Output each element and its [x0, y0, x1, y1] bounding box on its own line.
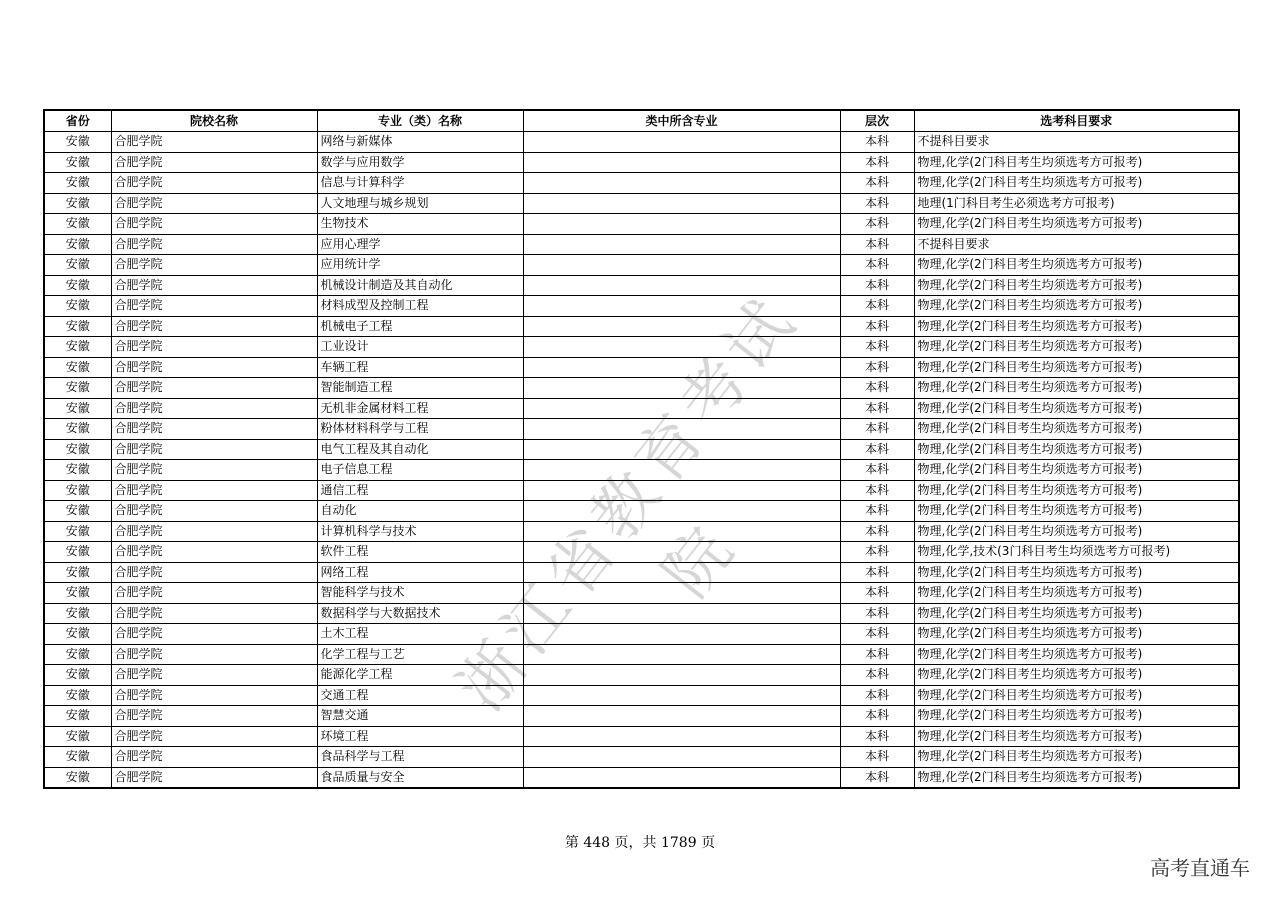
cell-subject-requirements: 物理,化学(2门科目考生均须选考方可报考)	[914, 480, 1239, 501]
cell-province: 安徽	[44, 726, 111, 747]
cell-included-majors	[523, 152, 840, 173]
cell-included-majors	[523, 603, 840, 624]
cell-province: 安徽	[44, 624, 111, 645]
cell-school-name: 合肥学院	[111, 603, 317, 624]
cell-province: 安徽	[44, 480, 111, 501]
cell-school-name: 合肥学院	[111, 583, 317, 604]
cell-school-name: 合肥学院	[111, 767, 317, 788]
cell-province: 安徽	[44, 419, 111, 440]
cell-province: 安徽	[44, 542, 111, 563]
cell-subject-requirements: 物理,化学(2门科目考生均须选考方可报考)	[914, 624, 1239, 645]
cell-level: 本科	[840, 665, 914, 686]
table-row	[44, 398, 1239, 419]
table-header-row	[44, 110, 1239, 132]
cell-subject-requirements: 物理,化学(2门科目考生均须选考方可报考)	[914, 398, 1239, 419]
cell-subject-requirements: 物理,化学(2门科目考生均须选考方可报考)	[914, 214, 1239, 235]
cell-level: 本科	[840, 357, 914, 378]
cell-province: 安徽	[44, 398, 111, 419]
cell-level: 本科	[840, 214, 914, 235]
cell-included-majors	[523, 275, 840, 296]
cell-province: 安徽	[44, 501, 111, 522]
cell-school-name: 合肥学院	[111, 542, 317, 563]
cell-province: 安徽	[44, 562, 111, 583]
table-row	[44, 665, 1239, 686]
cell-included-majors	[523, 419, 840, 440]
cell-major-name: 网络与新媒体	[317, 132, 523, 153]
cell-subject-requirements: 物理,化学(2门科目考生均须选考方可报考)	[914, 747, 1239, 768]
cell-province: 安徽	[44, 275, 111, 296]
cell-school-name: 合肥学院	[111, 562, 317, 583]
header-school-name: 院校名称	[111, 110, 317, 132]
table-row	[44, 685, 1239, 706]
cell-included-majors	[523, 337, 840, 358]
cell-level: 本科	[840, 583, 914, 604]
cell-school-name: 合肥学院	[111, 706, 317, 727]
cell-school-name: 合肥学院	[111, 521, 317, 542]
cell-school-name: 合肥学院	[111, 255, 317, 276]
header-level: 层次	[840, 110, 914, 132]
table-row	[44, 542, 1239, 563]
cell-level: 本科	[840, 767, 914, 788]
cell-included-majors	[523, 665, 840, 686]
cell-province: 安徽	[44, 316, 111, 337]
cell-school-name: 合肥学院	[111, 337, 317, 358]
cell-level: 本科	[840, 255, 914, 276]
cell-province: 安徽	[44, 747, 111, 768]
table-row	[44, 152, 1239, 173]
cell-included-majors	[523, 193, 840, 214]
cell-included-majors	[523, 378, 840, 399]
cell-subject-requirements: 物理,化学(2门科目考生均须选考方可报考)	[914, 726, 1239, 747]
cell-subject-requirements: 物理,化学(2门科目考生均须选考方可报考)	[914, 521, 1239, 542]
cell-major-name: 软件工程	[317, 542, 523, 563]
table-row	[44, 378, 1239, 399]
cell-major-name: 机械设计制造及其自动化	[317, 275, 523, 296]
table-row	[44, 603, 1239, 624]
cell-subject-requirements: 物理,化学(2门科目考生均须选考方可报考)	[914, 501, 1239, 522]
table-row	[44, 193, 1239, 214]
cell-included-majors	[523, 132, 840, 153]
cell-included-majors	[523, 501, 840, 522]
cell-level: 本科	[840, 439, 914, 460]
cell-major-name: 材料成型及控制工程	[317, 296, 523, 317]
cell-subject-requirements: 物理,化学(2门科目考生均须选考方可报考)	[914, 706, 1239, 727]
cell-level: 本科	[840, 644, 914, 665]
cell-province: 安徽	[44, 255, 111, 276]
cell-major-name: 化学工程与工艺	[317, 644, 523, 665]
cell-province: 安徽	[44, 173, 111, 194]
cell-subject-requirements: 地理(1门科目考生必须选考方可报考)	[914, 193, 1239, 214]
cell-province: 安徽	[44, 460, 111, 481]
cell-major-name: 通信工程	[317, 480, 523, 501]
table-row	[44, 747, 1239, 768]
cell-level: 本科	[840, 521, 914, 542]
table-row	[44, 562, 1239, 583]
cell-school-name: 合肥学院	[111, 624, 317, 645]
cell-level: 本科	[840, 685, 914, 706]
cell-province: 安徽	[44, 665, 111, 686]
cell-province: 安徽	[44, 214, 111, 235]
cell-subject-requirements: 物理,化学(2门科目考生均须选考方可报考)	[914, 255, 1239, 276]
cell-major-name: 应用统计学	[317, 255, 523, 276]
cell-major-name: 信息与计算科学	[317, 173, 523, 194]
cell-major-name: 计算机科学与技术	[317, 521, 523, 542]
cell-school-name: 合肥学院	[111, 357, 317, 378]
table-row	[44, 275, 1239, 296]
cell-subject-requirements: 物理,化学(2门科目考生均须选考方可报考)	[914, 562, 1239, 583]
table-row	[44, 501, 1239, 522]
cell-major-name: 自动化	[317, 501, 523, 522]
cell-subject-requirements: 物理,化学(2门科目考生均须选考方可报考)	[914, 685, 1239, 706]
cell-level: 本科	[840, 193, 914, 214]
cell-included-majors	[523, 480, 840, 501]
cell-included-majors	[523, 747, 840, 768]
cell-included-majors	[523, 726, 840, 747]
cell-subject-requirements: 物理,化学(2门科目考生均须选考方可报考)	[914, 767, 1239, 788]
cell-subject-requirements: 物理,化学(2门科目考生均须选考方可报考)	[914, 644, 1239, 665]
cell-subject-requirements: 物理,化学(2门科目考生均须选考方可报考)	[914, 603, 1239, 624]
cell-school-name: 合肥学院	[111, 665, 317, 686]
cell-school-name: 合肥学院	[111, 152, 317, 173]
cell-included-majors	[523, 624, 840, 645]
cell-level: 本科	[840, 275, 914, 296]
cell-included-majors	[523, 706, 840, 727]
table-row	[44, 726, 1239, 747]
cell-included-majors	[523, 767, 840, 788]
cell-school-name: 合肥学院	[111, 296, 317, 317]
cell-school-name: 合肥学院	[111, 214, 317, 235]
cell-level: 本科	[840, 603, 914, 624]
cell-included-majors	[523, 357, 840, 378]
cell-included-majors	[523, 234, 840, 255]
cell-province: 安徽	[44, 685, 111, 706]
cell-level: 本科	[840, 173, 914, 194]
cell-subject-requirements: 物理,化学(2门科目考生均须选考方可报考)	[914, 316, 1239, 337]
cell-major-name: 数据科学与大数据技术	[317, 603, 523, 624]
cell-province: 安徽	[44, 378, 111, 399]
cell-major-name: 车辆工程	[317, 357, 523, 378]
cell-subject-requirements: 物理,化学(2门科目考生均须选考方可报考)	[914, 583, 1239, 604]
cell-subject-requirements: 物理,化学(2门科目考生均须选考方可报考)	[914, 460, 1239, 481]
cell-included-majors	[523, 562, 840, 583]
cell-school-name: 合肥学院	[111, 747, 317, 768]
cell-major-name: 食品质量与安全	[317, 767, 523, 788]
cell-school-name: 合肥学院	[111, 193, 317, 214]
cell-level: 本科	[840, 480, 914, 501]
cell-school-name: 合肥学院	[111, 501, 317, 522]
cell-major-name: 电气工程及其自动化	[317, 439, 523, 460]
cell-level: 本科	[840, 398, 914, 419]
cell-level: 本科	[840, 460, 914, 481]
cell-school-name: 合肥学院	[111, 419, 317, 440]
cell-included-majors	[523, 521, 840, 542]
brand-label: 高考直通车	[1150, 856, 1250, 880]
table-row	[44, 419, 1239, 440]
header-major-name: 专业（类）名称	[317, 110, 523, 132]
cell-subject-requirements: 物理,化学(2门科目考生均须选考方可报考)	[914, 275, 1239, 296]
cell-included-majors	[523, 542, 840, 563]
cell-included-majors	[523, 316, 840, 337]
cell-subject-requirements: 物理,化学(2门科目考生均须选考方可报考)	[914, 439, 1239, 460]
cell-level: 本科	[840, 337, 914, 358]
table-row	[44, 296, 1239, 317]
cell-level: 本科	[840, 234, 914, 255]
cell-province: 安徽	[44, 767, 111, 788]
admission-requirements-table	[43, 109, 1240, 789]
cell-level: 本科	[840, 562, 914, 583]
cell-major-name: 土木工程	[317, 624, 523, 645]
cell-major-name: 电子信息工程	[317, 460, 523, 481]
table-row	[44, 337, 1239, 358]
cell-level: 本科	[840, 132, 914, 153]
header-included-majors: 类中所含专业	[523, 110, 840, 132]
cell-included-majors	[523, 685, 840, 706]
cell-major-name: 人文地理与城乡规划	[317, 193, 523, 214]
cell-major-name: 食品科学与工程	[317, 747, 523, 768]
cell-school-name: 合肥学院	[111, 480, 317, 501]
header-province: 省份	[44, 110, 111, 132]
cell-province: 安徽	[44, 521, 111, 542]
cell-subject-requirements: 不提科目要求	[914, 234, 1239, 255]
cell-subject-requirements: 物理,化学(2门科目考生均须选考方可报考)	[914, 173, 1239, 194]
cell-major-name: 工业设计	[317, 337, 523, 358]
cell-level: 本科	[840, 378, 914, 399]
cell-major-name: 智慧交通	[317, 706, 523, 727]
cell-school-name: 合肥学院	[111, 378, 317, 399]
cell-school-name: 合肥学院	[111, 398, 317, 419]
table-row	[44, 644, 1239, 665]
cell-school-name: 合肥学院	[111, 316, 317, 337]
table-row	[44, 706, 1239, 727]
cell-province: 安徽	[44, 583, 111, 604]
cell-level: 本科	[840, 419, 914, 440]
cell-province: 安徽	[44, 234, 111, 255]
cell-level: 本科	[840, 501, 914, 522]
cell-major-name: 智能制造工程	[317, 378, 523, 399]
table-body	[44, 132, 1239, 789]
cell-province: 安徽	[44, 644, 111, 665]
cell-province: 安徽	[44, 337, 111, 358]
cell-subject-requirements: 物理,化学(2门科目考生均须选考方可报考)	[914, 665, 1239, 686]
cell-included-majors	[523, 214, 840, 235]
cell-major-name: 环境工程	[317, 726, 523, 747]
cell-level: 本科	[840, 726, 914, 747]
cell-subject-requirements: 物理,化学(2门科目考生均须选考方可报考)	[914, 152, 1239, 173]
cell-province: 安徽	[44, 132, 111, 153]
cell-province: 安徽	[44, 152, 111, 173]
table-row	[44, 583, 1239, 604]
cell-subject-requirements: 物理,化学(2门科目考生均须选考方可报考)	[914, 419, 1239, 440]
cell-school-name: 合肥学院	[111, 439, 317, 460]
table-row	[44, 132, 1239, 153]
cell-level: 本科	[840, 316, 914, 337]
cell-province: 安徽	[44, 439, 111, 460]
cell-school-name: 合肥学院	[111, 460, 317, 481]
cell-included-majors	[523, 460, 840, 481]
cell-level: 本科	[840, 542, 914, 563]
table-row	[44, 173, 1239, 194]
cell-major-name: 交通工程	[317, 685, 523, 706]
cell-school-name: 合肥学院	[111, 132, 317, 153]
cell-school-name: 合肥学院	[111, 275, 317, 296]
cell-included-majors	[523, 296, 840, 317]
cell-school-name: 合肥学院	[111, 234, 317, 255]
cell-level: 本科	[840, 624, 914, 645]
table-row	[44, 357, 1239, 378]
table-row	[44, 521, 1239, 542]
cell-major-name: 机械电子工程	[317, 316, 523, 337]
table-row	[44, 460, 1239, 481]
cell-level: 本科	[840, 706, 914, 727]
cell-province: 安徽	[44, 193, 111, 214]
cell-province: 安徽	[44, 603, 111, 624]
cell-included-majors	[523, 398, 840, 419]
cell-included-majors	[523, 255, 840, 276]
cell-major-name: 能源化学工程	[317, 665, 523, 686]
cell-major-name: 生物技术	[317, 214, 523, 235]
cell-province: 安徽	[44, 357, 111, 378]
cell-major-name: 数学与应用数学	[317, 152, 523, 173]
table-row	[44, 439, 1239, 460]
cell-province: 安徽	[44, 296, 111, 317]
cell-major-name: 应用心理学	[317, 234, 523, 255]
watermark: 浙江省教育考试院	[444, 282, 813, 725]
cell-province: 安徽	[44, 706, 111, 727]
cell-included-majors	[523, 439, 840, 460]
table-row	[44, 480, 1239, 501]
cell-major-name: 智能科学与技术	[317, 583, 523, 604]
header-subject-requirements: 选考科目要求	[914, 110, 1239, 132]
cell-included-majors	[523, 583, 840, 604]
page-footer: 第 448 页，共 1789 页	[564, 835, 716, 851]
cell-school-name: 合肥学院	[111, 644, 317, 665]
cell-school-name: 合肥学院	[111, 726, 317, 747]
cell-level: 本科	[840, 152, 914, 173]
cell-school-name: 合肥学院	[111, 173, 317, 194]
cell-level: 本科	[840, 747, 914, 768]
cell-subject-requirements: 物理,化学(2门科目考生均须选考方可报考)	[914, 378, 1239, 399]
table-row	[44, 214, 1239, 235]
cell-subject-requirements: 不提科目要求	[914, 132, 1239, 153]
cell-subject-requirements: 物理,化学,技术(3门科目考生均须选考方可报考)	[914, 542, 1239, 563]
cell-school-name: 合肥学院	[111, 685, 317, 706]
cell-level: 本科	[840, 296, 914, 317]
table-row	[44, 234, 1239, 255]
table-row	[44, 255, 1239, 276]
table-row	[44, 316, 1239, 337]
cell-subject-requirements: 物理,化学(2门科目考生均须选考方可报考)	[914, 296, 1239, 317]
cell-major-name: 网络工程	[317, 562, 523, 583]
cell-major-name: 无机非金属材料工程	[317, 398, 523, 419]
cell-included-majors	[523, 644, 840, 665]
cell-subject-requirements: 物理,化学(2门科目考生均须选考方可报考)	[914, 337, 1239, 358]
cell-major-name: 粉体材料科学与工程	[317, 419, 523, 440]
cell-included-majors	[523, 173, 840, 194]
cell-subject-requirements: 物理,化学(2门科目考生均须选考方可报考)	[914, 357, 1239, 378]
table-row	[44, 624, 1239, 645]
table-row	[44, 767, 1239, 788]
